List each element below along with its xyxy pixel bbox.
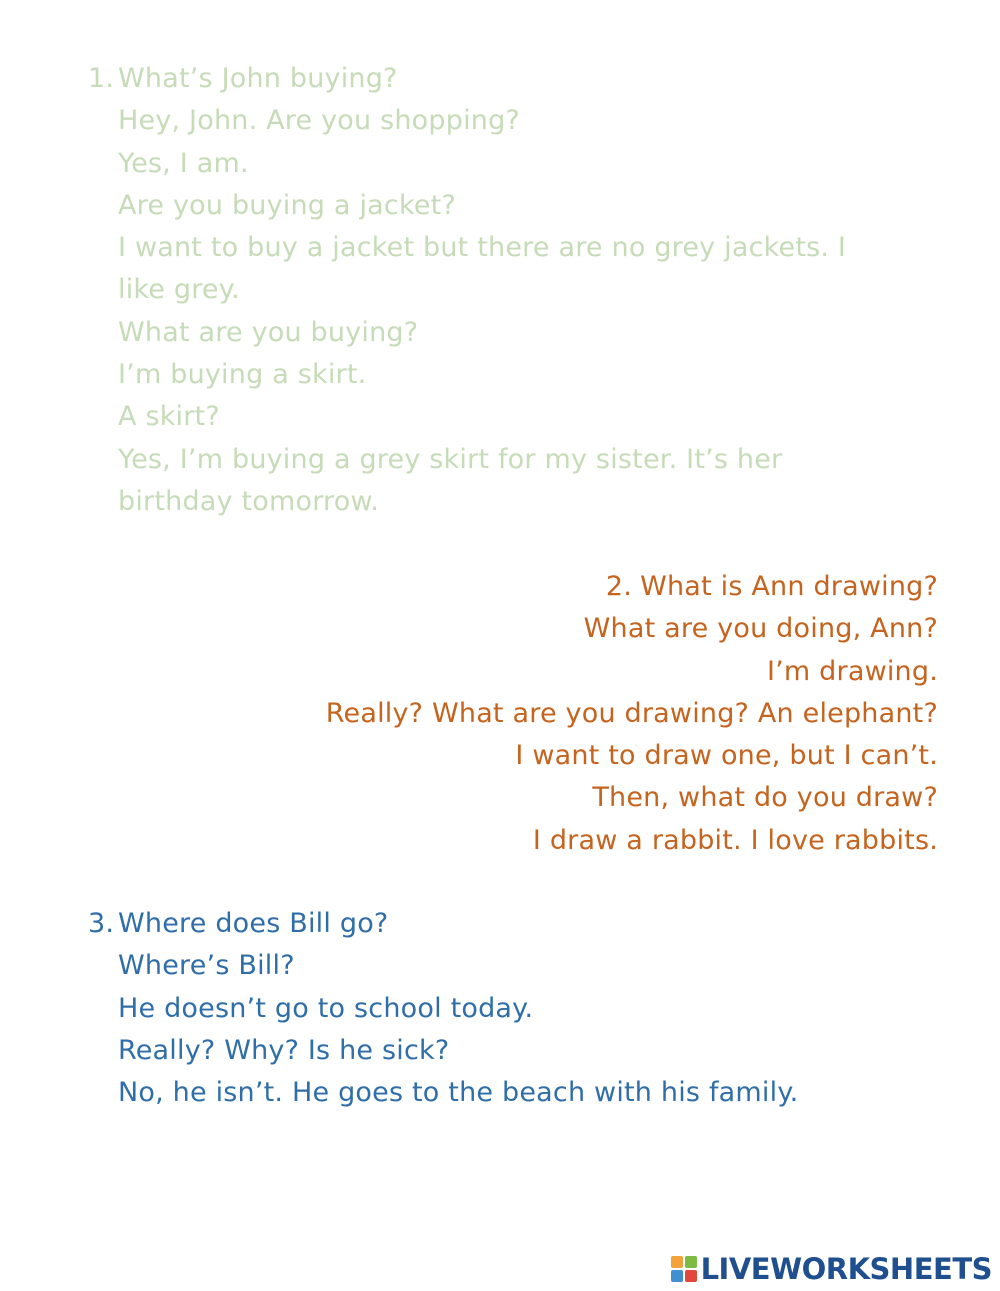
section-heading: [326, 566, 938, 608]
liveworksheets-watermark[interactable]: [671, 1252, 992, 1286]
section-heading: [88, 903, 798, 945]
dialogue-line: No, he isn’t. He goes to the beach with his family.: [118, 1077, 799, 1109]
dialogue-line: Then, what do you draw?: [592, 782, 938, 814]
dialogue-line: What are you buying?: [118, 316, 419, 348]
dialogue-line: Are you buying a jacket?: [118, 189, 456, 221]
dialogue-line: I want to buy a jacket but there are no grey jackets. I: [118, 232, 847, 264]
section-title: Where does Bill go?: [118, 908, 389, 939]
dialogue-line: I’m drawing.: [766, 655, 938, 687]
dialogue-line: Yes, I’m buying a grey skirt for my sister. It’s her: [118, 443, 783, 475]
dialogue-line: Hey, John. Are you shopping?: [118, 105, 520, 137]
watermark-text: LIVEWORKSHEETS: [700, 1252, 992, 1286]
dialogue-line: like grey.: [118, 274, 240, 306]
dialogue-line: Yes, I am.: [118, 147, 249, 179]
logo-square: [685, 1256, 697, 1268]
dialogue-line: I draw a rabbit. I love rabbits.: [532, 824, 938, 856]
dialogue-line: birthday tomorrow.: [118, 485, 380, 517]
dialogue-line: I’m buying a skirt.: [118, 359, 367, 391]
dialogue-line: What are you doing, Ann?: [583, 613, 938, 645]
section-number: 3.: [88, 908, 115, 939]
dialogue-line: I want to draw one, but I can’t.: [515, 740, 938, 772]
section-title: What is Ann drawing?: [640, 571, 938, 602]
section-heading: [88, 58, 846, 100]
dialogue-section-3: [88, 903, 798, 1114]
logo-square: [671, 1256, 683, 1268]
logo-square: [671, 1270, 683, 1282]
dialogue-line: Really? Why? Is he sick?: [118, 1034, 450, 1066]
section-number: 1.: [88, 63, 115, 94]
section-title: What’s John buying?: [118, 63, 398, 94]
logo-square: [685, 1270, 697, 1282]
dialogue-line: He doesn’t go to school today.: [118, 992, 534, 1024]
dialogue-line: A skirt?: [118, 401, 220, 433]
dialogue-line: Really? What are you drawing? An elephant?: [325, 697, 938, 729]
dialogue-section-2: [326, 566, 938, 862]
dialogue-section-1: [88, 58, 846, 523]
liveworksheets-logo-icon: [671, 1256, 697, 1282]
section-number: 2.: [605, 571, 633, 602]
dialogue-line: Where’s Bill?: [118, 950, 295, 982]
